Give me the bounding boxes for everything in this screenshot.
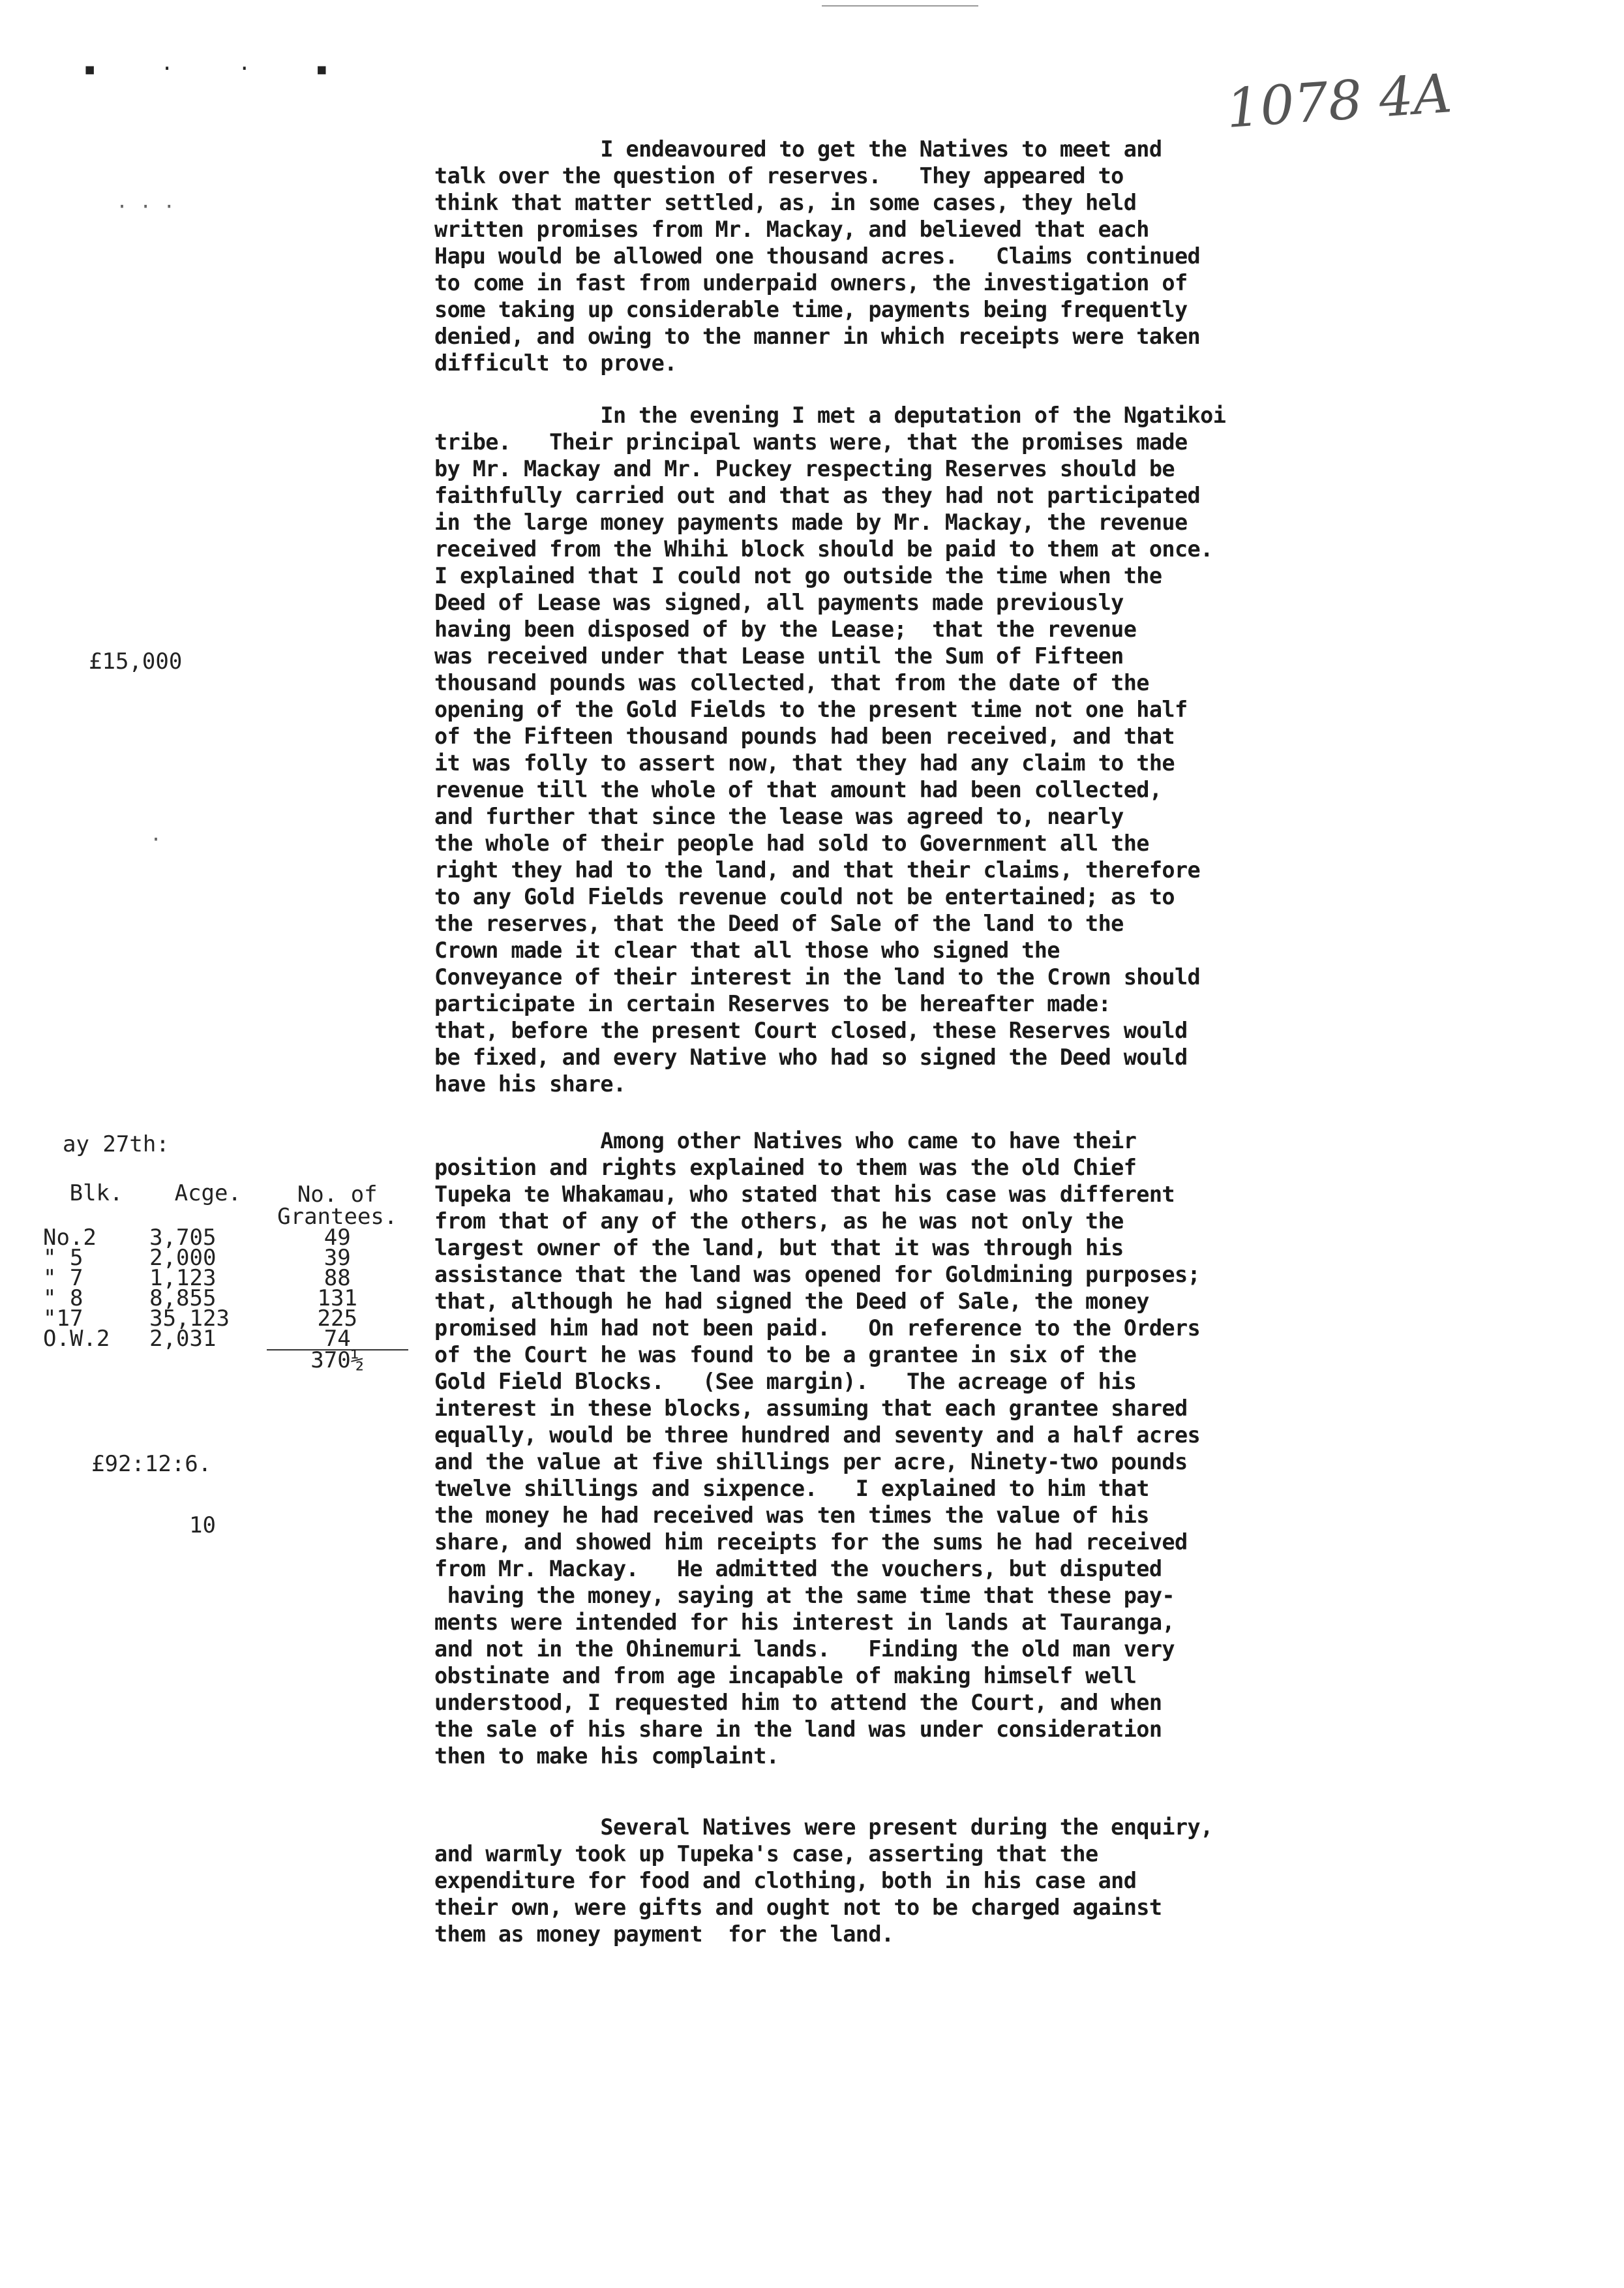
header-acge: Acge. [174, 1180, 241, 1206]
cell-grantees: 88 [323, 1265, 351, 1291]
cell-acreage: 1,123 [149, 1265, 217, 1291]
header-blk: Blk. [69, 1180, 123, 1206]
margin-blocks-table [43, 1180, 408, 1373]
cell-acreage: 35,123 [149, 1305, 230, 1332]
cell-grantees: 39 [323, 1245, 351, 1271]
cell-acreage-share: 370½ [310, 1347, 365, 1373]
cell-grantees: 225 [317, 1305, 357, 1332]
cell-block: O.W.2 [43, 1326, 110, 1352]
paragraph-natives-enquiry: Several Natives were present during the enquiry, and warmly took up Tupeka's case, asserting that the expenditure for food and clothing, both in his case and their own, were gifts and ought not to be charged against them as money payment for the land. [434, 1814, 1213, 1947]
cell-acreage: 8,855 [149, 1285, 217, 1311]
margin-amount-15000: £15,000 [89, 648, 183, 675]
cell-block: " 8 [43, 1285, 83, 1311]
table-total-row [43, 1350, 408, 1371]
table-row [43, 1228, 408, 1248]
table-header-row [43, 1183, 408, 1228]
paragraph-reserves: I endeavoured to get the Natives to meet and talk over the question of reserves. They appeared to think that matter settled, as, in some cases, they held written promises from Mr. Mackay, and believed that each Hapu would be allowed one thousand acres. Claims continued to come in fast from underpaid owners, the investigation of some taking up considerable time, payments being frequently denied, and owing to the manner in which receipts were taken difficult to prove. [434, 136, 1201, 376]
margin-dot: · · · [116, 196, 175, 219]
scan-edge-line [822, 5, 978, 7]
cell-acreage: 2,000 [149, 1245, 217, 1271]
cell-block: " 5 [43, 1245, 83, 1271]
cell-grantees: 131 [317, 1285, 357, 1311]
cell-grantees: 74 [267, 1329, 409, 1350]
cell-block: " 7 [43, 1265, 83, 1291]
folio-number: 1078 4A [1224, 63, 1454, 140]
cell-block: No.2 [43, 1225, 97, 1251]
cell-grantees: 49 [323, 1225, 351, 1251]
cell-block: "17 [43, 1305, 83, 1332]
paragraph-tupeka: Among other Natives who came to have their position and rights explained to them was the old Chief Tupeka te Whakamau, who stated that his case was different from that of any of the others, as he was not only the largest owner of the land, but that it was through his assistance that the land was opened for Goldmining purposes; that, although he had signed the Deed of Sale, the money promised him had not been paid. On reference to the Orders of the Court he was found to be a grantee in six of the Gold Field Blocks. (See margin). The acreage of his interest in these blocks, assuming that each grantee shared equally, would be three hundred and seventy and a half acres and the value at five shillings per acre, Ninety-two pounds twelve shillings and sixpence. I explained to him that the money he had received was ten times the value of his share, and showed him receipts for the sums he had received from Mr. Mackay. He admitted the vouchers, but disputed having the money, saying at the same time that these pay- ments were intended for his interest in lands at Tauranga, and not in the Ohinemuri lands. Finding the old man very obstinate and from age incapable of making himself well understood, I requested him to attend the Court, and when the sale of his share in the land was under consideration then to make his complaint. [434, 1128, 1201, 1769]
cell-acreage: 3,705 [149, 1225, 217, 1251]
margin-dot: · [150, 829, 162, 851]
header-grantees: No. of Grantees. [277, 1182, 398, 1230]
margin-date: ay 27th: [63, 1131, 170, 1157]
empty-cell [43, 1350, 149, 1371]
table-row [43, 1248, 408, 1268]
paragraph-ngatikoi-deputation: In the evening I met a deputation of the Ngatikoi tribe. Their principal wants were, that the promises made by Mr. Mackay and Mr. Puckey respecting Reserves should be faithfully carried out and that as they had not participated in the large money payments made by Mr. Mackay, the revenue received from the Whihi block should be paid to them at once. I explained that I could not go outside the time when the Deed of Lease was signed, all payments made previously having been disposed of by the Lease; that the revenue was received under that Lease until the Sum of Fifteen thousand pounds was collected, that from the date of the opening of the Gold Fields to the present time not one half of the Fifteen thousand pounds had been received, and that it was folly to assert now, that they had any claim to the revenue till the whole of that amount had been collected, and further that since the lease was agreed to, nearly the whole of their people had sold to Government all the right they had to the land, and that their claims, therefore to any Gold Fields revenue could not be entertained; as to the reserves, that the Deed of Sale of the land to the Crown made it clear that all those who signed the Conveyance of their interest in the land to the Crown should participate in certain Reserves to be hereafter made: that, before the present Court closed, these Reserves would be fixed, and every Native who had so signed the Deed would have his share. [434, 403, 1226, 1097]
margin-value: £92:12:6. [91, 1451, 212, 1477]
cell-acreage: 2,031 [149, 1326, 217, 1352]
punch-hole-marks: ▪ · · ▪ [83, 56, 354, 81]
margin-ratio: 10 [189, 1512, 216, 1538]
empty-cell [149, 1350, 266, 1371]
